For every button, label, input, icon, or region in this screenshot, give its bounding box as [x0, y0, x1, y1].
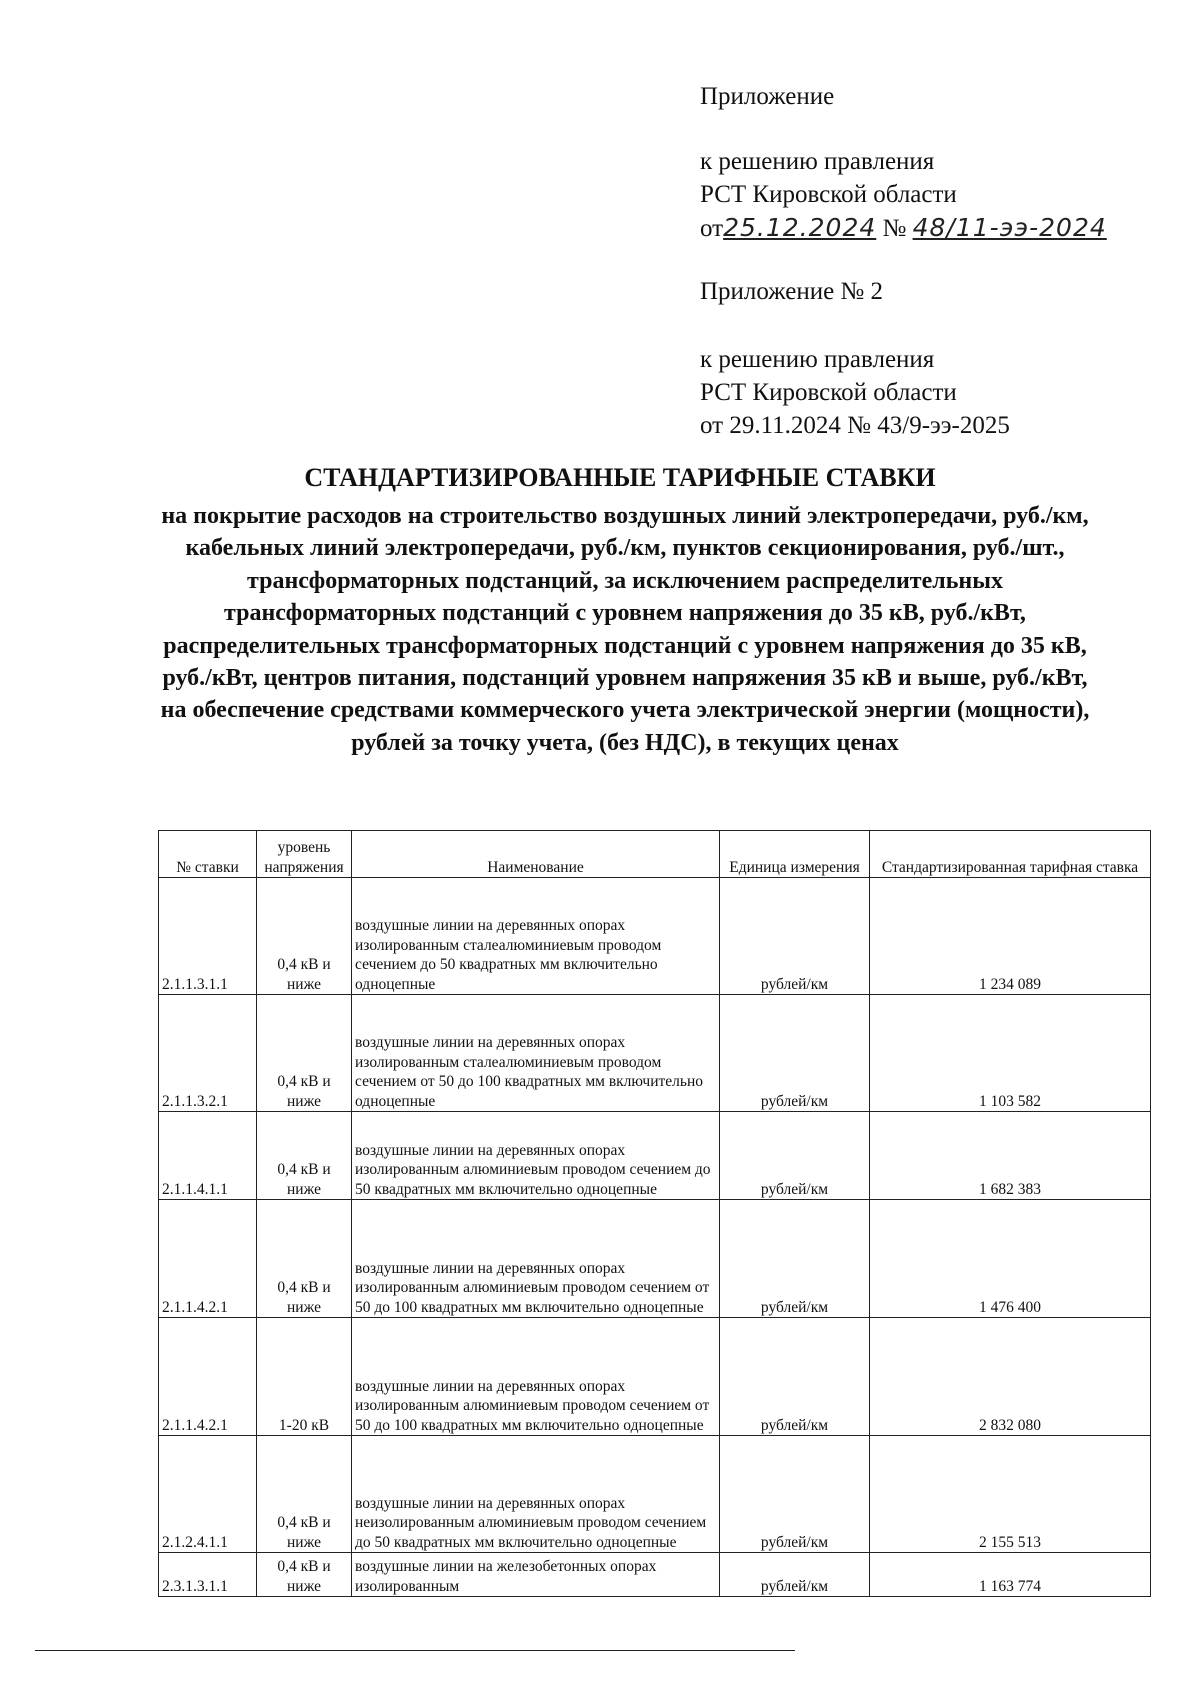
- header-standard-rate: Стандартизированная тарифная ставка: [870, 831, 1151, 878]
- decision-ref-from: от: [700, 215, 724, 242]
- header-unit: Единица измерения: [720, 831, 870, 878]
- footer-divider: [35, 1650, 795, 1651]
- voltage-level: 0,4 кВ и ниже: [257, 995, 352, 1112]
- appendix-label-text: Приложение: [700, 83, 835, 110]
- handwritten-date: 25.12.2024: [723, 213, 877, 242]
- document-title: СТАНДАРТИЗИРОВАННЫЕ ТАРИФНЫЕ СТАВКИ: [304, 463, 936, 492]
- unit: рублей/км: [720, 995, 870, 1112]
- table-row: [159, 1200, 1151, 1318]
- unit: рублей/км: [720, 1112, 870, 1200]
- document-subtitle: на покрытие расходов на строительство воздушных линий электропередачи, руб./км, кабельных линий электропередачи, руб./км, пунктов секционирования, руб./шт., трансформаторных подстанций, за исключением распределительных трансформаторных подстанций с уровнем напряжения до 35 кВ, руб./кВт, распределительных трансформаторных подстанций с уровнем напряжения до 35 кВ, руб./кВт, центров питания, подстанций уровнем напряжения 35 кВ и выше, руб./кВт, на обеспечение средствами коммерческого учета электрической энергии (мощности), рублей за точку учета, (без НДС), в текущих ценах: [160, 503, 1090, 756]
- appendix2-ref-line2: РСТ Кировской области: [700, 379, 957, 406]
- line-description: воздушные линии на деревянных опорах изолированным алюминиевым проводом сечением от 50 до 100 квадратных мм включительно одноцепные: [352, 1318, 720, 1436]
- header-rate-number: № ставки: [159, 831, 257, 878]
- decision-reference: [700, 145, 1107, 245]
- tariff-table: [158, 830, 1151, 1597]
- appendix2-ref-line3: от 29.11.2024 № 43/9-ээ-2025: [700, 412, 1010, 439]
- table-row: [159, 1112, 1151, 1200]
- rate-number: 2.1.1.3.1.1: [159, 878, 257, 995]
- decision-ref-line2: РСТ Кировской области: [700, 181, 957, 208]
- unit: рублей/км: [720, 1200, 870, 1318]
- decision-ref-no-sign: №: [882, 215, 907, 242]
- line-description: воздушные линии на деревянных опорах изолированным алюминиевым проводом сечением до 50 квадратных мм включительно одноцепные: [352, 1112, 720, 1200]
- rate-number: 2.1.1.4.1.1: [159, 1112, 257, 1200]
- appendix2-label-text: Приложение № 2: [700, 278, 884, 305]
- rate-value: 2 832 080: [870, 1318, 1151, 1436]
- rate-value: 1 103 582: [870, 995, 1151, 1112]
- voltage-level: 0,4 кВ и ниже: [257, 1436, 352, 1553]
- table-row: [159, 1318, 1151, 1436]
- rate-value: 2 155 513: [870, 1436, 1151, 1553]
- table-row: [159, 878, 1151, 995]
- appendix-label: [700, 80, 834, 113]
- decision-ref-line1: к решению правления: [700, 148, 935, 175]
- table-row: [159, 995, 1151, 1112]
- appendix2-ref-line1: к решению правления: [700, 346, 935, 373]
- appendix2-reference: [700, 343, 1010, 442]
- handwritten-number: 48/11-ээ-2024: [912, 213, 1107, 242]
- line-description: воздушные линии на деревянных опорах изолированным сталеалюминиевым проводом сечением от 50 до 100 квадратных мм включительно одноцепные: [352, 995, 720, 1112]
- table-row: [159, 1436, 1151, 1553]
- voltage-level: 1-20 кВ: [257, 1318, 352, 1436]
- table-row: [159, 1553, 1151, 1597]
- line-description: воздушные линии на деревянных опорах неизолированным алюминиевым проводом сечением до 50 квадратных мм включительно одноцепные: [352, 1436, 720, 1553]
- decision-ref-line3: [700, 211, 1107, 245]
- voltage-level: 0,4 кВ и ниже: [257, 1200, 352, 1318]
- appendix2-label: [700, 275, 883, 308]
- rate-value: 1 234 089: [870, 878, 1151, 995]
- rate-number: 2.1.1.3.2.1: [159, 995, 257, 1112]
- rate-number: 2.1.1.4.2.1: [159, 1318, 257, 1436]
- line-description: воздушные линии на деревянных опорах изолированным сталеалюминиевым проводом сечением до 50 квадратных мм включительно одноцепные: [352, 878, 720, 995]
- line-description: воздушные линии на железобетонных опорах изолированным: [352, 1553, 720, 1597]
- voltage-level: 0,4 кВ и ниже: [257, 878, 352, 995]
- header-voltage-level: уровень напряжения: [257, 831, 352, 878]
- unit: рублей/км: [720, 1318, 870, 1436]
- unit: рублей/км: [720, 878, 870, 995]
- header-name: Наименование: [352, 831, 720, 878]
- rate-value: 1 476 400: [870, 1200, 1151, 1318]
- rate-number: 2.3.1.3.1.1: [159, 1553, 257, 1597]
- rate-number: 2.1.2.4.1.1: [159, 1436, 257, 1553]
- line-description: воздушные линии на деревянных опорах изолированным алюминиевым проводом сечением от 50 до 100 квадратных мм включительно одноцепные: [352, 1200, 720, 1318]
- voltage-level: 0,4 кВ и ниже: [257, 1553, 352, 1597]
- table-header-row: [159, 831, 1151, 878]
- unit: рублей/км: [720, 1436, 870, 1553]
- unit: рублей/км: [720, 1553, 870, 1597]
- voltage-level: 0,4 кВ и ниже: [257, 1112, 352, 1200]
- rate-value: 1 682 383: [870, 1112, 1151, 1200]
- rate-value: 1 163 774: [870, 1553, 1151, 1597]
- rate-number: 2.1.1.4.2.1: [159, 1200, 257, 1318]
